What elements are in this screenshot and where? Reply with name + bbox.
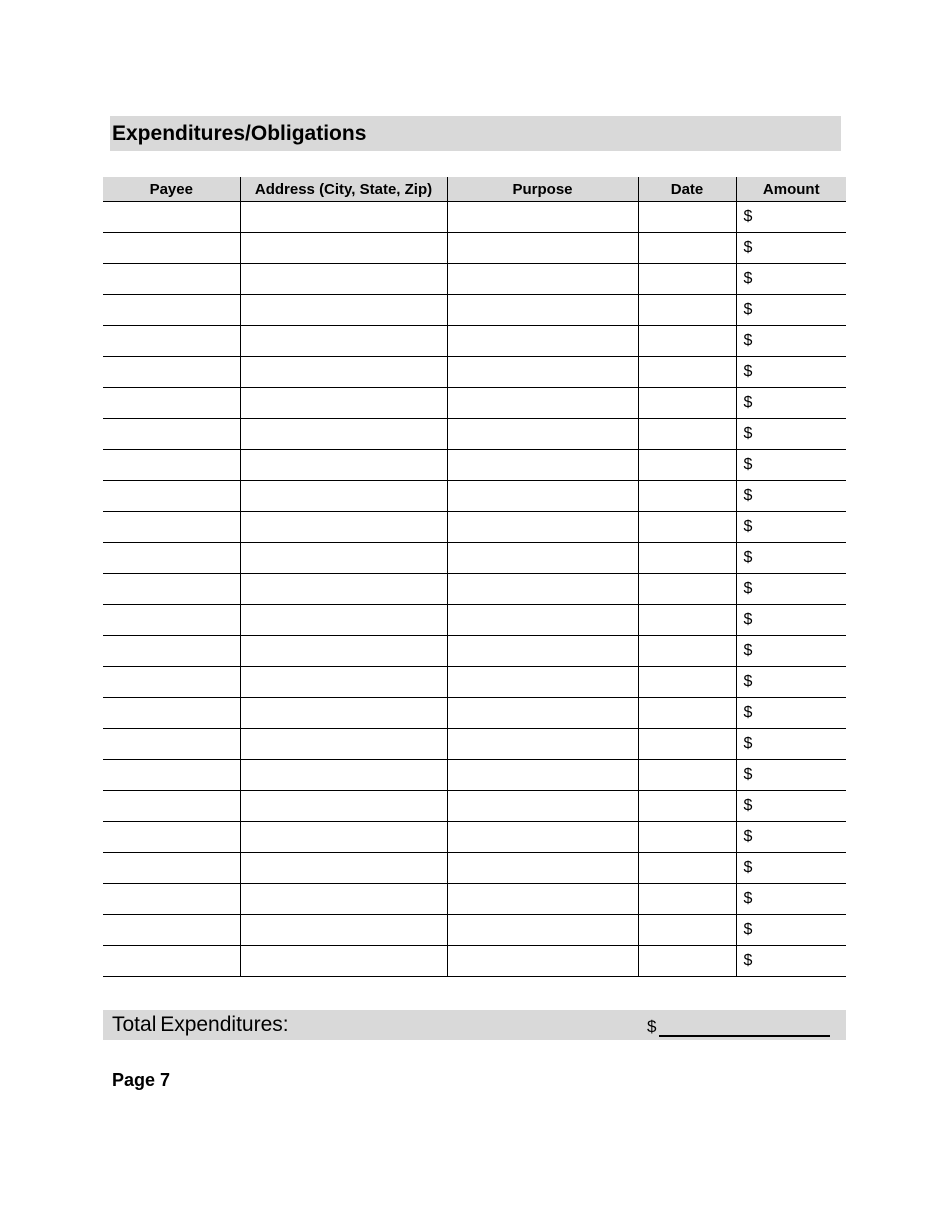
purpose-cell[interactable] <box>447 636 638 667</box>
payee-cell[interactable] <box>103 667 240 698</box>
address-cell[interactable] <box>240 667 447 698</box>
purpose-cell[interactable] <box>447 357 638 388</box>
purpose-cell[interactable] <box>447 884 638 915</box>
amount-cell[interactable] <box>736 791 846 822</box>
payee-cell[interactable] <box>103 574 240 605</box>
dollar-sign: $ <box>743 332 753 349</box>
date-cell[interactable] <box>638 760 736 791</box>
amount-cell[interactable] <box>736 543 846 574</box>
payee-cell[interactable] <box>103 512 240 543</box>
header-amount: Amount <box>736 177 846 202</box>
purpose-cell[interactable] <box>447 512 638 543</box>
dollar-sign: $ <box>743 704 753 721</box>
payee-cell[interactable] <box>103 698 240 729</box>
payee-cell[interactable] <box>103 791 240 822</box>
table-row <box>103 202 846 233</box>
address-cell[interactable] <box>240 574 447 605</box>
date-cell[interactable] <box>638 264 736 295</box>
amount-cell[interactable] <box>736 481 846 512</box>
address-cell[interactable] <box>240 481 447 512</box>
table-row <box>103 946 846 977</box>
date-cell[interactable] <box>638 946 736 977</box>
total-expenditures-bar <box>103 1010 846 1040</box>
date-cell[interactable] <box>638 419 736 450</box>
amount-cell[interactable] <box>736 884 846 915</box>
dollar-sign: $ <box>743 301 753 318</box>
address-cell[interactable] <box>240 822 447 853</box>
address-cell[interactable] <box>240 729 447 760</box>
table-row <box>103 357 846 388</box>
amount-cell[interactable] <box>736 357 846 388</box>
amount-cell[interactable] <box>736 729 846 760</box>
purpose-cell[interactable] <box>447 264 638 295</box>
table-row <box>103 264 846 295</box>
amount-cell[interactable] <box>736 202 846 233</box>
date-cell[interactable] <box>638 388 736 419</box>
purpose-cell[interactable] <box>447 946 638 977</box>
payee-cell[interactable] <box>103 760 240 791</box>
purpose-cell[interactable] <box>447 853 638 884</box>
payee-cell[interactable] <box>103 915 240 946</box>
address-cell[interactable] <box>240 853 447 884</box>
section-title <box>110 116 841 151</box>
page-number: Page 7 <box>112 1070 171 1090</box>
address-cell[interactable] <box>240 357 447 388</box>
header-purpose: Purpose <box>447 177 638 202</box>
amount-cell[interactable] <box>736 264 846 295</box>
amount-cell[interactable] <box>736 698 846 729</box>
amount-cell[interactable] <box>736 605 846 636</box>
payee-cell[interactable] <box>103 233 240 264</box>
purpose-cell[interactable] <box>447 450 638 481</box>
address-cell[interactable] <box>240 264 447 295</box>
header-payee: Payee <box>103 177 240 202</box>
date-cell[interactable] <box>638 791 736 822</box>
amount-cell[interactable] <box>736 295 846 326</box>
date-cell[interactable] <box>638 512 736 543</box>
dollar-sign: $ <box>743 208 753 225</box>
dollar-sign: $ <box>743 363 753 380</box>
amount-cell[interactable] <box>736 233 846 264</box>
payee-cell[interactable] <box>103 946 240 977</box>
address-cell[interactable] <box>240 450 447 481</box>
table-row <box>103 791 846 822</box>
purpose-cell[interactable] <box>447 605 638 636</box>
date-cell[interactable] <box>638 822 736 853</box>
purpose-cell[interactable] <box>447 791 638 822</box>
payee-cell[interactable] <box>103 326 240 357</box>
table-row <box>103 698 846 729</box>
amount-cell[interactable] <box>736 760 846 791</box>
table-row <box>103 419 846 450</box>
dollar-sign: $ <box>743 611 753 628</box>
amount-cell[interactable] <box>736 574 846 605</box>
address-cell[interactable] <box>240 295 447 326</box>
date-cell[interactable] <box>638 543 736 574</box>
amount-cell[interactable] <box>736 512 846 543</box>
table-row <box>103 481 846 512</box>
payee-cell[interactable] <box>103 388 240 419</box>
amount-cell[interactable] <box>736 822 846 853</box>
dollar-sign: $ <box>743 735 753 752</box>
address-cell[interactable] <box>240 233 447 264</box>
table-header-row <box>103 177 846 202</box>
table-row <box>103 636 846 667</box>
address-cell[interactable] <box>240 326 447 357</box>
amount-cell[interactable] <box>736 636 846 667</box>
header-date: Date <box>638 177 736 202</box>
date-cell[interactable] <box>638 202 736 233</box>
payee-cell[interactable] <box>103 295 240 326</box>
payee-cell[interactable] <box>103 357 240 388</box>
amount-cell[interactable] <box>736 915 846 946</box>
address-cell[interactable] <box>240 884 447 915</box>
date-cell[interactable] <box>638 450 736 481</box>
payee-cell[interactable] <box>103 729 240 760</box>
table-row <box>103 760 846 791</box>
address-cell[interactable] <box>240 760 447 791</box>
table-row <box>103 574 846 605</box>
address-cell[interactable] <box>240 543 447 574</box>
purpose-cell[interactable] <box>447 698 638 729</box>
address-cell[interactable] <box>240 605 447 636</box>
table-row <box>103 326 846 357</box>
dollar-sign: $ <box>743 580 753 597</box>
dollar-sign: $ <box>743 766 753 783</box>
table-row <box>103 450 846 481</box>
table-row <box>103 853 846 884</box>
payee-cell[interactable] <box>103 264 240 295</box>
date-cell[interactable] <box>638 481 736 512</box>
payee-cell[interactable] <box>103 853 240 884</box>
dollar-sign: $ <box>743 828 753 845</box>
dollar-sign: $ <box>743 797 753 814</box>
address-cell[interactable] <box>240 512 447 543</box>
address-cell[interactable] <box>240 915 447 946</box>
date-cell[interactable] <box>638 326 736 357</box>
date-cell[interactable] <box>638 295 736 326</box>
amount-cell[interactable] <box>736 450 846 481</box>
purpose-cell[interactable] <box>447 481 638 512</box>
table-row <box>103 512 846 543</box>
dollar-sign: $ <box>743 270 753 287</box>
table-row <box>103 543 846 574</box>
date-cell[interactable] <box>638 667 736 698</box>
table-row <box>103 884 846 915</box>
purpose-cell[interactable] <box>447 760 638 791</box>
purpose-cell[interactable] <box>447 729 638 760</box>
amount-cell[interactable] <box>736 419 846 450</box>
address-cell[interactable] <box>240 419 447 450</box>
table-row <box>103 667 846 698</box>
payee-cell[interactable] <box>103 822 240 853</box>
table-row <box>103 388 846 419</box>
purpose-cell[interactable] <box>447 667 638 698</box>
amount-cell[interactable] <box>736 946 846 977</box>
purpose-cell[interactable] <box>447 822 638 853</box>
table-row <box>103 605 846 636</box>
date-cell[interactable] <box>638 915 736 946</box>
dollar-sign: $ <box>743 487 753 504</box>
date-cell[interactable] <box>638 729 736 760</box>
dollar-sign: $ <box>743 394 753 411</box>
dollar-sign: $ <box>743 549 753 566</box>
date-cell[interactable] <box>638 884 736 915</box>
header-address: Address (City, State, Zip) <box>240 177 447 202</box>
dollar-sign: $ <box>743 921 753 938</box>
dollar-sign: $ <box>743 952 753 969</box>
payee-cell[interactable] <box>103 419 240 450</box>
amount-cell[interactable] <box>736 388 846 419</box>
dollar-sign: $ <box>743 456 753 473</box>
table-row <box>103 822 846 853</box>
purpose-cell[interactable] <box>447 419 638 450</box>
dollar-sign: $ <box>743 642 753 659</box>
table-row <box>103 729 846 760</box>
total-currency-symbol: $ <box>647 1017 657 1036</box>
date-cell[interactable] <box>638 636 736 667</box>
payee-cell[interactable] <box>103 202 240 233</box>
expenditures-table <box>103 177 846 977</box>
total-amount <box>647 1017 830 1037</box>
table-body <box>103 202 846 977</box>
dollar-sign: $ <box>743 859 753 876</box>
purpose-cell[interactable] <box>447 202 638 233</box>
amount-cell[interactable] <box>736 853 846 884</box>
date-cell[interactable] <box>638 605 736 636</box>
total-amount-field[interactable] <box>659 1017 830 1037</box>
payee-cell[interactable] <box>103 636 240 667</box>
address-cell[interactable] <box>240 698 447 729</box>
total-label: Total Expenditures: <box>112 1013 289 1036</box>
address-cell[interactable] <box>240 636 447 667</box>
purpose-cell[interactable] <box>447 388 638 419</box>
purpose-cell[interactable] <box>447 295 638 326</box>
dollar-sign: $ <box>743 673 753 690</box>
amount-cell[interactable] <box>736 667 846 698</box>
section-title-text: Expenditures/Obligations <box>112 121 367 145</box>
purpose-cell[interactable] <box>447 326 638 357</box>
dollar-sign: $ <box>743 890 753 907</box>
address-cell[interactable] <box>240 388 447 419</box>
dollar-sign: $ <box>743 518 753 535</box>
date-cell[interactable] <box>638 233 736 264</box>
date-cell[interactable] <box>638 698 736 729</box>
address-cell[interactable] <box>240 946 447 977</box>
date-cell[interactable] <box>638 853 736 884</box>
payee-cell[interactable] <box>103 481 240 512</box>
purpose-cell[interactable] <box>447 233 638 264</box>
payee-cell[interactable] <box>103 884 240 915</box>
dollar-sign: $ <box>743 239 753 256</box>
purpose-cell[interactable] <box>447 574 638 605</box>
amount-cell[interactable] <box>736 326 846 357</box>
address-cell[interactable] <box>240 202 447 233</box>
date-cell[interactable] <box>638 574 736 605</box>
table-row <box>103 295 846 326</box>
table-row <box>103 233 846 264</box>
payee-cell[interactable] <box>103 543 240 574</box>
table-row <box>103 915 846 946</box>
address-cell[interactable] <box>240 791 447 822</box>
payee-cell[interactable] <box>103 605 240 636</box>
date-cell[interactable] <box>638 357 736 388</box>
dollar-sign: $ <box>743 425 753 442</box>
payee-cell[interactable] <box>103 450 240 481</box>
purpose-cell[interactable] <box>447 915 638 946</box>
purpose-cell[interactable] <box>447 543 638 574</box>
